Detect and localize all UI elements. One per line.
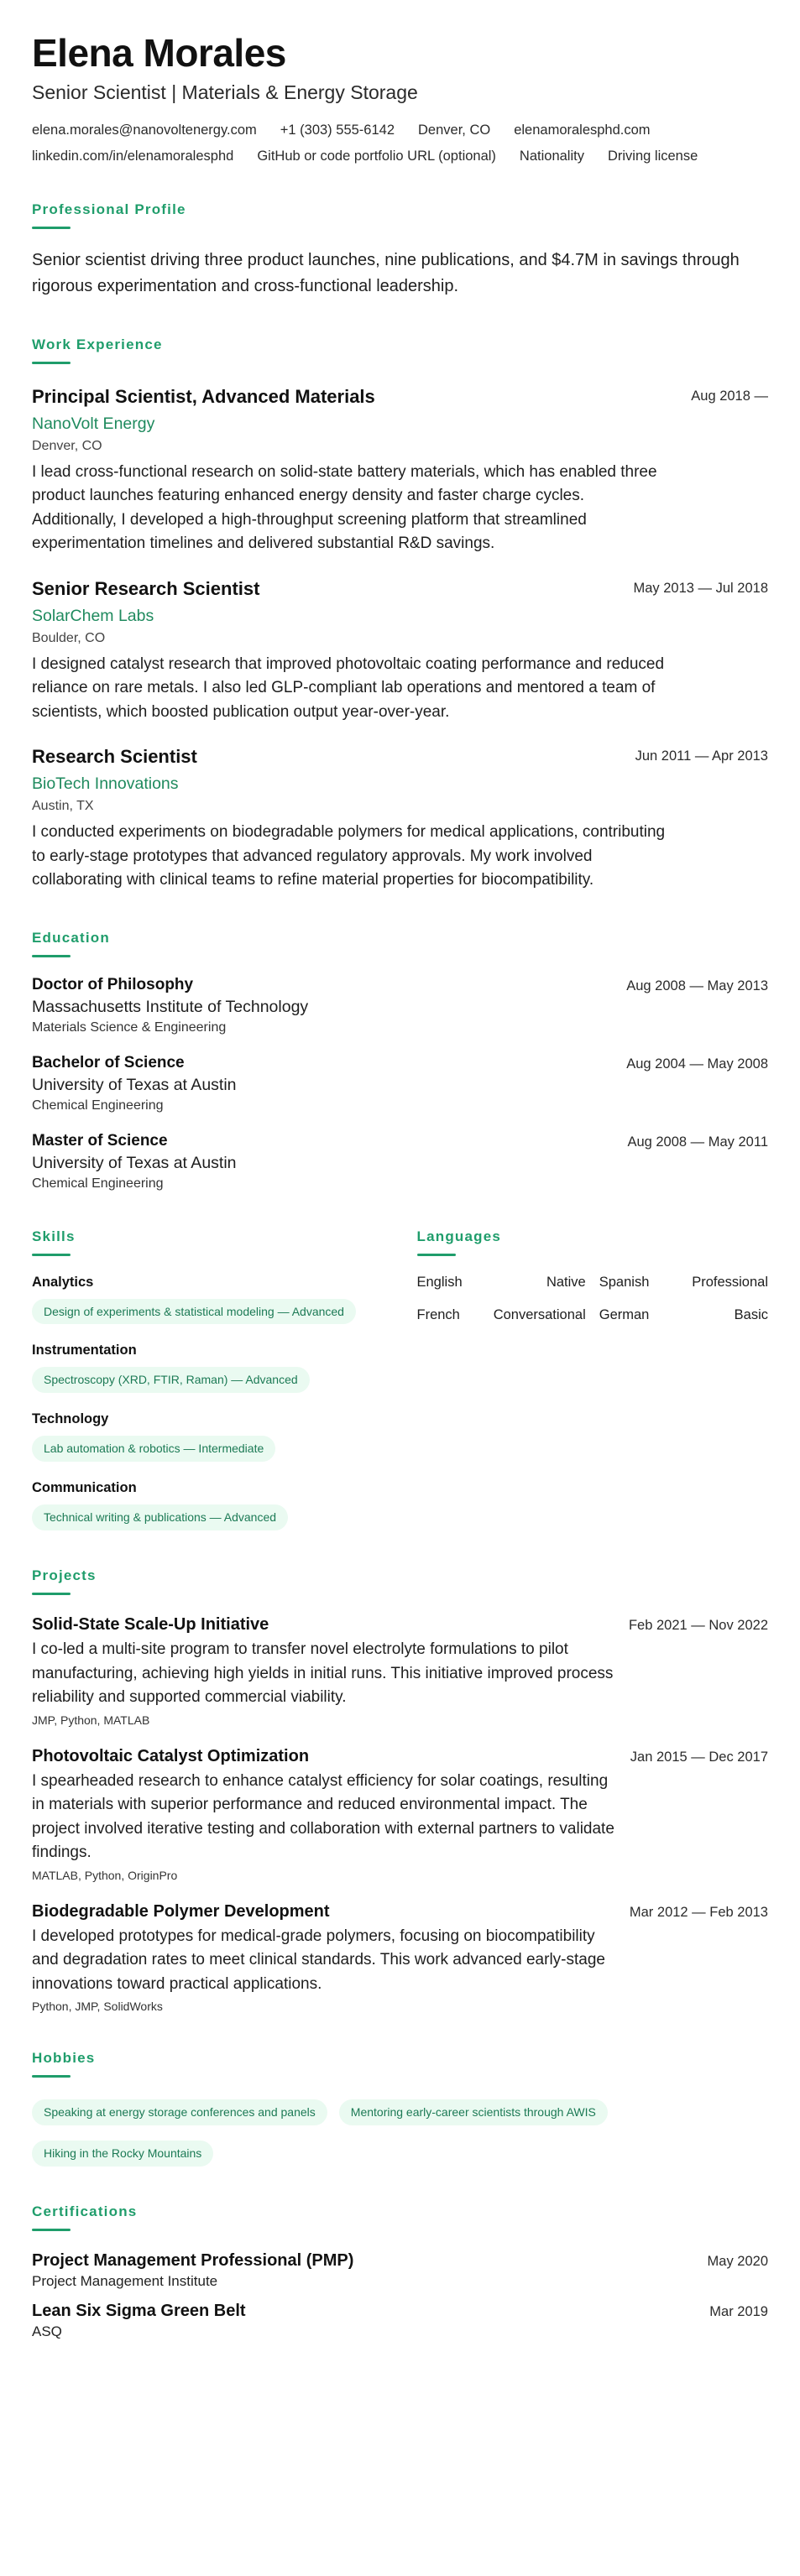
job-role: Principal Scientist, Advanced Materials <box>32 385 375 407</box>
education-field: Chemical Engineering <box>32 1176 164 1191</box>
skill-pill: Lab automation & robotics — Intermediate <box>32 1436 275 1462</box>
project-date: Feb 2021 — Nov 2022 <box>628 1618 768 1634</box>
language-level: Professional <box>692 1274 768 1290</box>
candidate-name: Elena Morales <box>32 31 286 75</box>
job-company: NanoVolt Energy <box>32 414 155 433</box>
project-name: Photovoltaic Catalyst Optimization <box>32 1746 310 1765</box>
hobby-pill: Hiking in the Rocky Mountains <box>32 2141 213 2167</box>
education-entry <box>32 1054 768 1113</box>
project-entry <box>32 1747 768 1882</box>
education-degree: Doctor of Philosophy <box>32 975 194 993</box>
experience-section <box>32 336 768 893</box>
section-heading: Skills <box>32 1228 76 1244</box>
skill-pill: Design of experiments & statistical modeling — Advanced <box>32 1299 356 1325</box>
education-school: University of Texas at Austin <box>32 1153 237 1172</box>
job-description: I designed catalyst research that improved photovoltaic coating performance and reduced reliance on rare metals. I also led GLP-compliant lab operations and mentored a team of scientists, which boosted publication output year-over-year. <box>32 654 665 721</box>
project-tools: MATLAB, Python, OriginPro <box>32 1868 178 1882</box>
certifications-section <box>32 2203 768 2340</box>
languages-grid <box>417 1275 769 1323</box>
project-name: Biodegradable Polymer Development <box>32 1901 330 1921</box>
education-school: Massachusetts Institute of Technology <box>32 997 309 1016</box>
contact-list <box>32 123 768 164</box>
education-date: Aug 2008 — May 2011 <box>627 1134 768 1150</box>
education-school: University of Texas at Austin <box>32 1075 237 1094</box>
certification-name: Project Management Professional (PMP) <box>32 2250 354 2270</box>
certification-entry <box>32 2251 768 2290</box>
education-entry <box>32 1132 768 1192</box>
languages-section <box>417 1228 769 1531</box>
certification-date: Mar 2019 <box>709 2303 768 2319</box>
certification-issuer: Project Management Institute <box>32 2272 218 2289</box>
contact-driving-license: Driving license <box>607 148 698 164</box>
skill-pill: Technical writing & publications — Advanced <box>32 1504 288 1530</box>
job-location: Denver, CO <box>32 438 102 453</box>
job-description: I conducted experiments on biodegradable polymers for medical applications, contributing to early-stage prototypes that advanced regulatory approvals. My work involved collaborating with clinical teams to refine material properties for biocompatibility. <box>32 823 666 889</box>
project-description: I developed prototypes for medical-grade polymers, focusing on biocompatibility and degradation rates to meet clinical standards. This work advanced early-stage innovations toward practical applications. <box>32 1927 605 1993</box>
section-heading: Professional Profile <box>32 201 186 217</box>
project-entry <box>32 1615 768 1727</box>
contact-nationality: Nationality <box>519 148 584 164</box>
project-date: Jan 2015 — Dec 2017 <box>630 1749 768 1765</box>
language-item <box>417 1275 586 1291</box>
job-description: I lead cross-functional research on solid-state battery materials, which has enabled three product launches featuring enhanced energy density and faster charge cycles. Additionally, I developed a high-throughput screening platform that streamlined experimentation timelines and delivered substantial R&D savings. <box>32 462 657 553</box>
section-heading: Hobbies <box>32 2050 96 2067</box>
section-divider <box>417 1254 456 1256</box>
education-field: Chemical Engineering <box>32 1098 164 1113</box>
education-field: Materials Science & Engineering <box>32 1019 227 1035</box>
section-divider <box>32 2075 71 2078</box>
skills-languages-row <box>32 1228 768 1531</box>
project-description: I spearheaded research to enhance catalyst efficiency for solar coatings, resulting in materials with superior performance and reduced environmental impact. The project involved iterative testing and collaboration with external partners to validate findings. <box>32 1771 614 1862</box>
certification-issuer: ASQ <box>32 2323 62 2339</box>
job-role: Research Scientist <box>32 746 197 768</box>
section-divider <box>32 2229 71 2231</box>
job-location: Boulder, CO <box>32 630 106 645</box>
language-level: Basic <box>734 1306 768 1322</box>
projects-section <box>32 1567 768 2013</box>
language-level: Native <box>546 1274 586 1290</box>
project-entry <box>32 1902 768 2014</box>
section-heading: Languages <box>416 1228 502 1244</box>
hobbies-section <box>32 2050 768 2167</box>
job-date: Aug 2018 — <box>691 388 768 404</box>
language-level: Conversational <box>493 1306 586 1322</box>
project-tools: JMP, Python, MATLAB <box>32 1713 150 1727</box>
language-item <box>599 1275 768 1291</box>
job-location: Austin, TX <box>32 799 94 814</box>
header <box>32 32 768 164</box>
section-heading: Education <box>32 929 110 946</box>
language-item <box>417 1307 586 1323</box>
certification-date: May 2020 <box>707 2253 768 2269</box>
job-company: BioTech Innovations <box>32 774 179 794</box>
skill-pill: Spectroscopy (XRD, FTIR, Raman) — Advanced <box>32 1367 310 1393</box>
section-divider <box>32 1593 71 1595</box>
section-divider <box>32 362 71 364</box>
job-role: Senior Research Scientist <box>32 577 260 599</box>
profile-section <box>32 201 768 300</box>
job-entry <box>32 386 768 556</box>
skill-category: Technology <box>32 1411 109 1427</box>
education-date: Aug 2004 — May 2008 <box>626 1056 768 1072</box>
skill-category: Analytics <box>32 1274 94 1290</box>
contact-linkedin[interactable]: linkedin.com/in/elenamoralesphd <box>32 148 234 164</box>
candidate-title: Senior Scientist | Materials & Energy Storage <box>32 81 418 103</box>
education-entry <box>32 976 768 1035</box>
hobby-pill: Mentoring early-career scientists through AWIS <box>339 2099 608 2125</box>
hobbies-list <box>32 2091 768 2167</box>
project-name: Solid-State Scale-Up Initiative <box>32 1615 269 1635</box>
education-degree: Bachelor of Science <box>32 1053 185 1072</box>
profile-text: Senior scientist driving three product launches, nine publications, and $4.7M in savings through rigorous experimentation and cross-functional leadership. <box>32 250 740 295</box>
section-divider <box>32 1254 71 1256</box>
education-degree: Master of Science <box>32 1131 168 1150</box>
contact-website[interactable]: elenamoralesphd.com <box>514 122 651 138</box>
education-section <box>32 930 768 1192</box>
certification-entry <box>32 2302 768 2340</box>
job-entry <box>32 578 768 725</box>
language-item <box>599 1307 768 1323</box>
language-name: German <box>599 1306 650 1322</box>
education-date: Aug 2008 — May 2013 <box>626 978 768 993</box>
skill-category: Instrumentation <box>32 1343 137 1358</box>
contact-location: Denver, CO <box>418 122 491 138</box>
section-heading: Projects <box>32 1567 97 1584</box>
project-tools: Python, JMP, SolidWorks <box>32 2000 163 2014</box>
job-entry <box>32 746 768 893</box>
language-name: English <box>416 1274 463 1290</box>
contact-email[interactable]: elena.morales@nanovoltenergy.com <box>32 122 257 138</box>
contact-phone[interactable]: +1 (303) 555-6142 <box>280 122 395 138</box>
language-name: French <box>416 1306 460 1322</box>
skills-section <box>32 1228 384 1531</box>
project-description: I co-led a multi-site program to transfer novel electrolyte formulations to pilot manufacturing, achieving high yields in initial runs. This initiative improved process reliability and supported commercial viability. <box>32 1640 614 1707</box>
section-heading: Certifications <box>32 2203 138 2219</box>
language-name: Spanish <box>599 1274 650 1290</box>
section-heading: Work Experience <box>32 336 163 352</box>
section-divider <box>32 227 71 229</box>
job-date: Jun 2011 — Apr 2013 <box>635 748 768 764</box>
job-date: May 2013 — Jul 2018 <box>633 580 768 596</box>
hobby-pill: Speaking at energy storage conferences and panels <box>32 2099 327 2125</box>
project-date: Mar 2012 — Feb 2013 <box>629 1904 768 1920</box>
skill-category: Communication <box>32 1480 137 1496</box>
section-divider <box>32 955 71 957</box>
certification-name: Lean Six Sigma Green Belt <box>32 2301 246 2320</box>
job-company: SolarChem Labs <box>32 606 154 625</box>
contact-github[interactable]: GitHub or code portfolio URL (optional) <box>257 148 496 164</box>
